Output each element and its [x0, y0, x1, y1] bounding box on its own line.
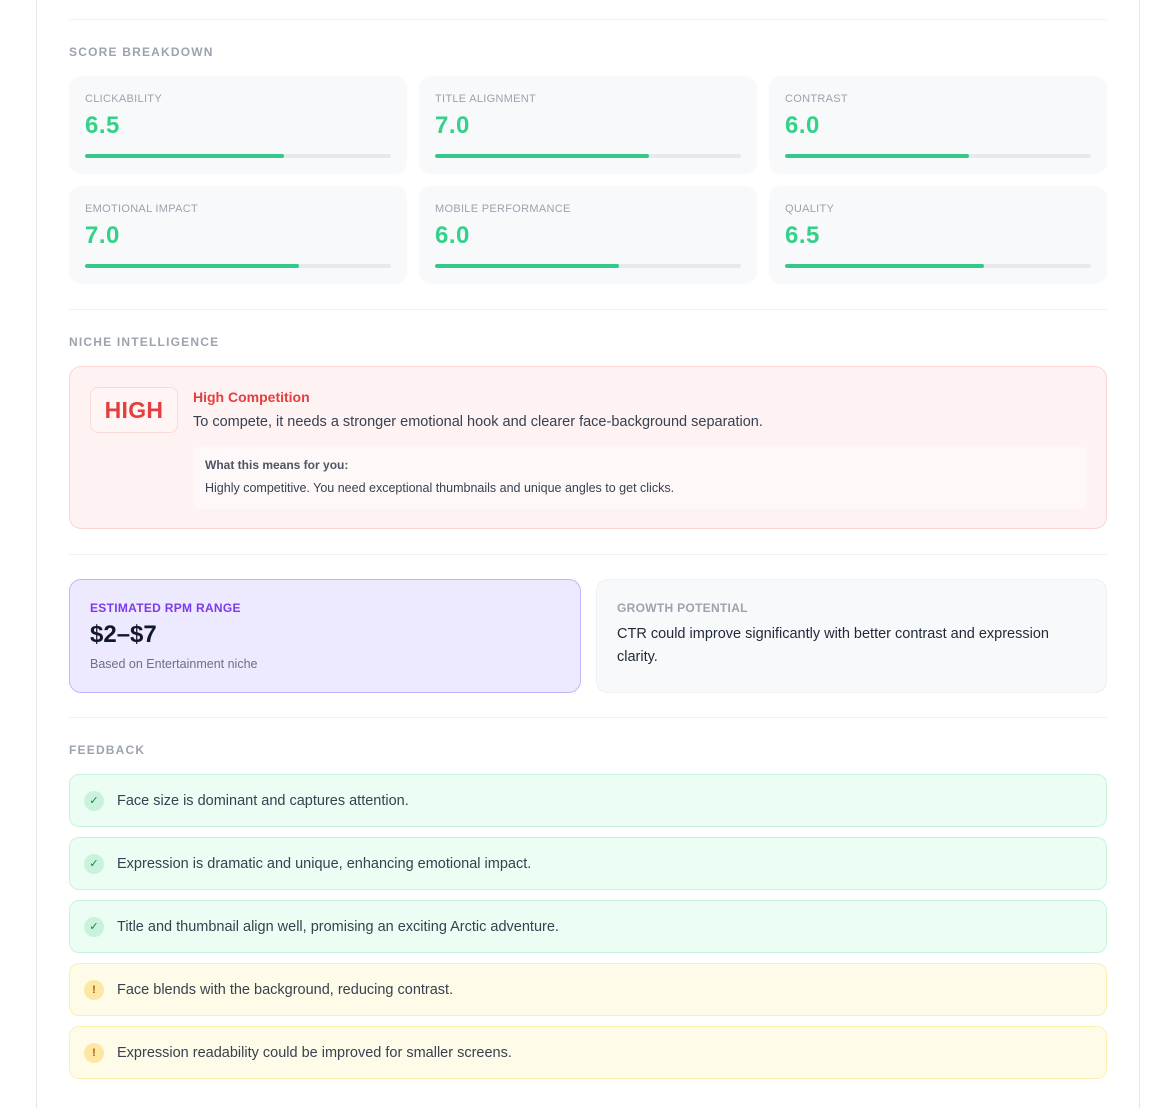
growth-label: GROWTH POTENTIAL	[617, 601, 748, 615]
rpm-value: $2–$7	[90, 621, 157, 648]
top-divider	[69, 19, 1107, 20]
score-card-contrast	[769, 76, 1107, 174]
meaning-title: What this means for you:	[205, 458, 349, 472]
analysis-panel	[36, 0, 1140, 1108]
growth-potential-card	[596, 579, 1107, 693]
score-bar-fill	[85, 154, 284, 158]
rpm-note: Based on Entertainment niche	[90, 657, 258, 671]
score-bar-track	[435, 264, 741, 268]
score-value: 7.0	[85, 222, 120, 249]
score-value: 7.0	[435, 112, 470, 139]
score-card-emotional-impact	[69, 186, 407, 284]
score-name: EMOTIONAL IMPACT	[85, 203, 198, 215]
score-bar-fill	[435, 154, 649, 158]
score-card-quality	[769, 186, 1107, 284]
competition-title: High Competition	[193, 389, 310, 405]
feedback-text: Face blends with the background, reducing contrast.	[117, 981, 454, 998]
feedback-item-positive	[69, 900, 1107, 953]
feedback-text: Title and thumbnail align well, promising an exciting Arctic adventure.	[117, 918, 559, 935]
feedback-text: Expression is dramatic and unique, enhancing emotional impact.	[117, 855, 532, 872]
score-card-mobile-performance	[419, 186, 757, 284]
section-divider	[69, 717, 1107, 718]
score-bar-fill	[85, 264, 299, 268]
warning-icon: !	[84, 980, 104, 1000]
rpm-label: ESTIMATED RPM RANGE	[90, 601, 241, 615]
score-card-title-alignment	[419, 76, 757, 174]
section-divider	[69, 554, 1107, 555]
score-name: CONTRAST	[785, 93, 848, 105]
competition-level-badge: HIGH	[90, 387, 178, 433]
feedback-list	[69, 774, 1107, 1089]
niche-competition-box	[69, 366, 1107, 529]
score-bar-track	[435, 154, 741, 158]
feedback-item-warning	[69, 963, 1107, 1016]
score-bar-track	[85, 264, 391, 268]
score-grid	[69, 76, 1107, 284]
niche-intelligence-label: NICHE INTELLIGENCE	[69, 335, 220, 349]
growth-text: CTR could improve significantly with better contrast and expression clarity.	[617, 626, 1049, 665]
score-name: TITLE ALIGNMENT	[435, 93, 537, 105]
score-breakdown-label: SCORE BREAKDOWN	[69, 45, 214, 59]
score-value: 6.5	[85, 112, 120, 139]
section-divider	[69, 309, 1107, 310]
feedback-item-warning	[69, 1026, 1107, 1079]
meaning-text: Highly competitive. You need exceptional thumbnails and unique angles to get clicks.	[205, 481, 675, 495]
competition-description: To compete, it needs a stronger emotional hook and clearer face-background separation.	[193, 414, 763, 430]
check-icon: ✓	[84, 791, 104, 811]
feedback-item-positive	[69, 774, 1107, 827]
score-name: QUALITY	[785, 203, 835, 215]
warning-icon: !	[84, 1043, 104, 1063]
score-card-clickability	[69, 76, 407, 174]
score-name: CLICKABILITY	[85, 93, 162, 105]
check-icon: ✓	[84, 854, 104, 874]
score-bar-fill	[785, 154, 969, 158]
score-bar-fill	[435, 264, 619, 268]
score-value: 6.5	[785, 222, 820, 249]
score-bar-track	[785, 154, 1091, 158]
score-bar-track	[85, 154, 391, 158]
check-icon: ✓	[84, 917, 104, 937]
competition-meaning-box	[193, 446, 1087, 509]
score-name: MOBILE PERFORMANCE	[435, 203, 571, 215]
feedback-text: Face size is dominant and captures attention.	[117, 792, 409, 809]
rpm-range-card	[69, 579, 581, 693]
score-bar-track	[785, 264, 1091, 268]
feedback-item-positive	[69, 837, 1107, 890]
score-bar-fill	[785, 264, 984, 268]
feedback-label: FEEDBACK	[69, 743, 146, 757]
score-value: 6.0	[435, 222, 470, 249]
score-value: 6.0	[785, 112, 820, 139]
feedback-text: Expression readability could be improved for smaller screens.	[117, 1044, 512, 1061]
